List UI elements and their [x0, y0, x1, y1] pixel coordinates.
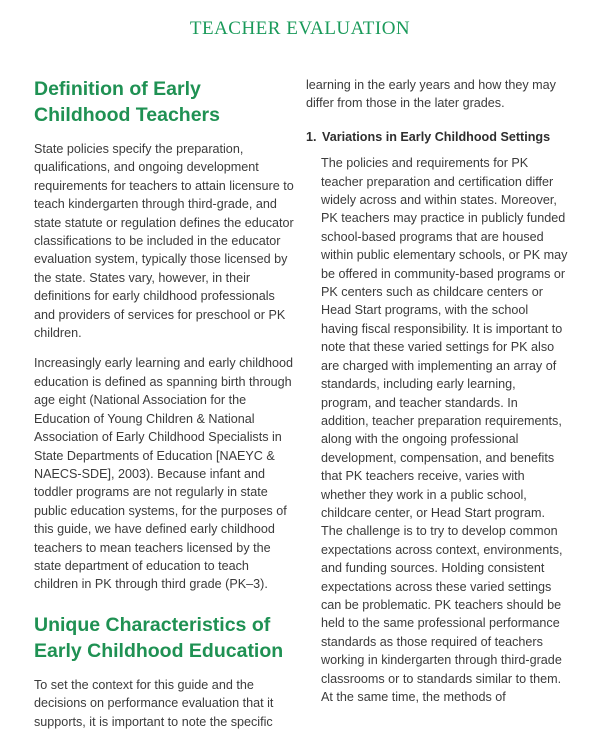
section-heading-definition: Definition of Early Childhood Teachers	[34, 78, 220, 126]
left-column	[34, 76, 296, 743]
right-column	[306, 76, 568, 718]
subsection-heading-variations	[306, 128, 568, 146]
paragraph-continuation: learning in the early years and how they may differ from those in the later grades.	[306, 78, 556, 111]
section-heading-unique-characteristics: Unique Characteristics of Early Childhood Education	[34, 613, 284, 662]
document-title: TEACHER EVALUATION	[189, 18, 411, 39]
paragraph-variations: The policies and requirements for PK teacher preparation and certification differ widely across and within states. Moreover, PK teachers may practice in publicly funded school-based programs that are housed within public elementary schools, or PK may be offered in community-based programs or PK centers such as childcare centers or Head Start programs, with the school having fiscal responsibility. It is important to note that these varied settings for PK also are charged with implementing an array of standards, including early learning, program, and teacher standards. In addition, teacher preparation requirements, along with the ongoing professional development, compensation, and benefits that PK teachers receive, varies with whether they work in a public school, childcare center, or Head Start program. The challenge is to try to develop common expectations across context, environments, and funding sources. Holding consistent expectations across these varied settings can be problematic. PK teachers should be held to the same professional performance standards as those required of teachers working in kindergarten through third-grade classrooms or to standards similar to them. At the same time, the methods of	[321, 156, 568, 704]
subsection-title: Variations in Early Childhood Settings	[322, 129, 551, 144]
paragraph-context: To set the context for this guide and the decisions on performance evaluation that it supports, it is important to note the specific	[34, 677, 274, 729]
paragraph-state-policies: State policies specify the preparation, qualifications, and ongoing development requirements for teachers to attain licensure to teach kindergarten through third-grade, and state statute or regulation defines the educator classifications to be included in the educator evaluation system, typically those licensed by the state. States vary, however, in their definitions for early childhood professionals and providers of services for preschool or PK children.	[34, 142, 294, 341]
subsection-number: 1.	[306, 129, 317, 144]
paragraph-early-learning: Increasingly early learning and early childhood education is defined as spanning birth through age eight (National Association for the Education of Young Children & National Association of Early Childhood Specialists in State Departments of Education [NAEYC & NAECS-SDE], 2003). Because infant and toddler programs are not regularly in state public education systems, for the purposes of this guide, we have defined early childhood teachers to mean teachers licensed by the state department of education to teach children in PK through third grade (PK–3).	[34, 356, 294, 592]
